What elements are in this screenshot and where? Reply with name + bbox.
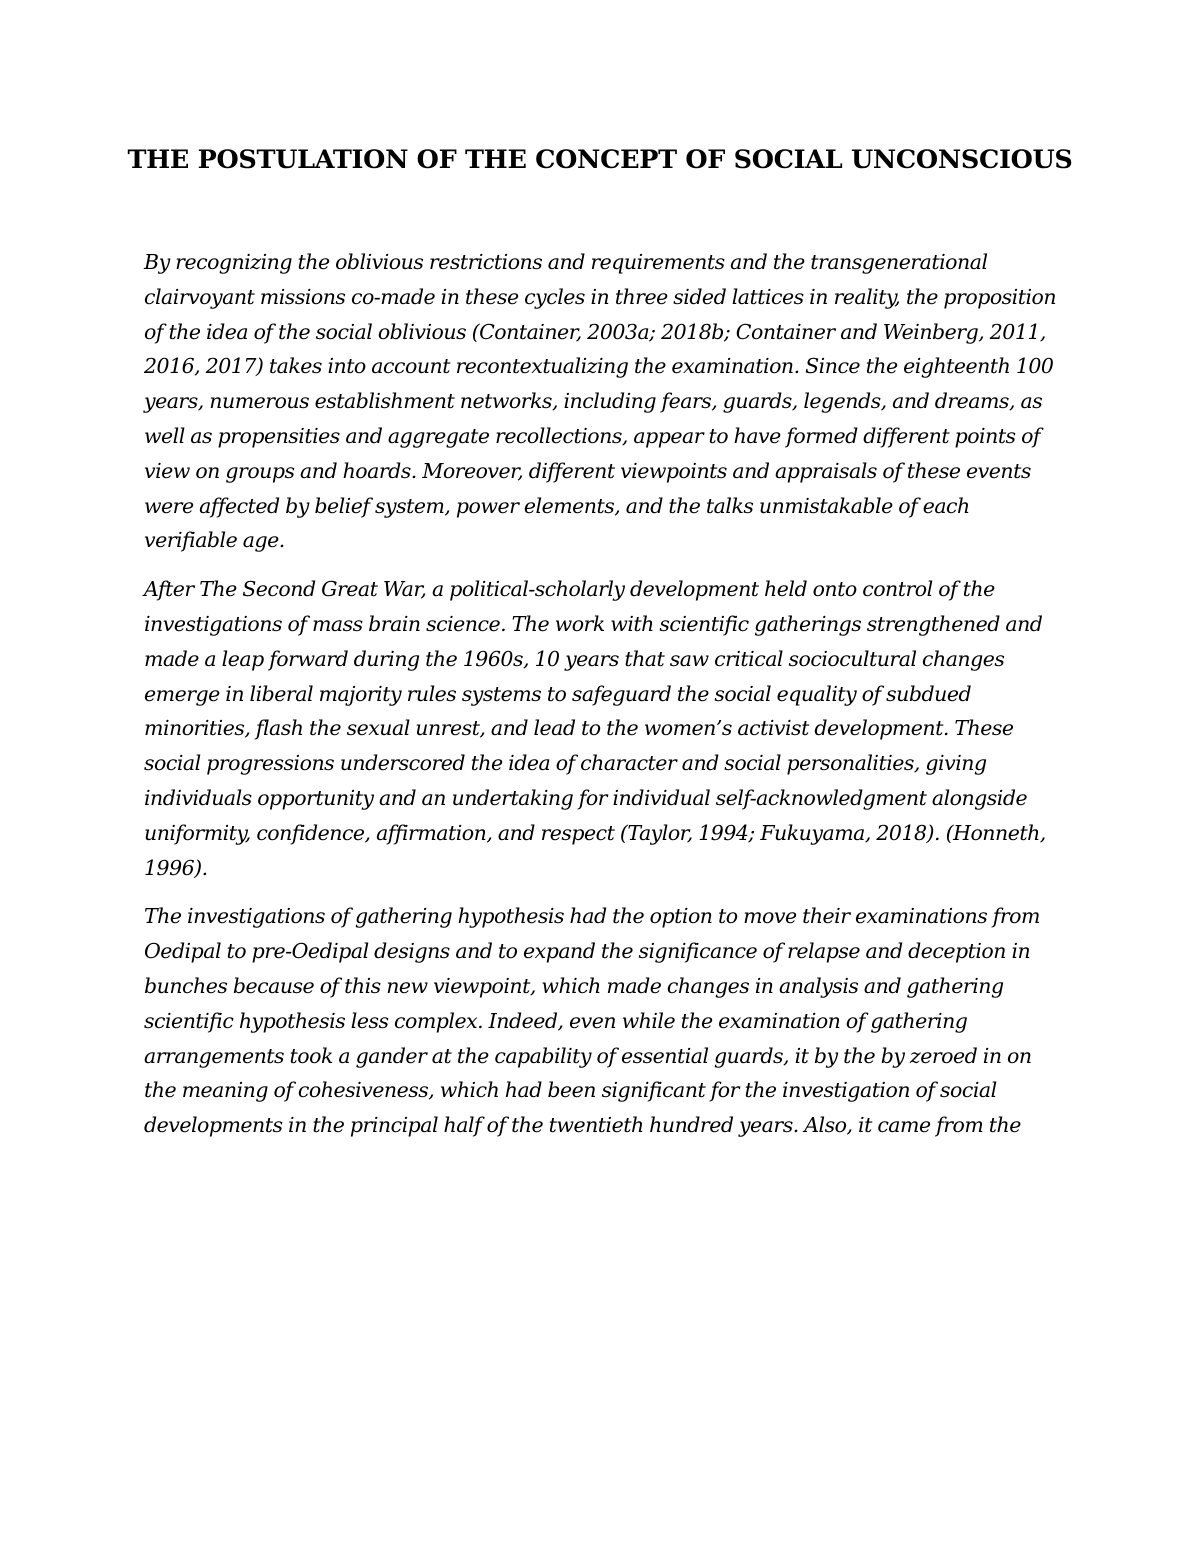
paragraph-1: By recognizing the oblivious restrictions and requirements and the transgenerational clairvoyant missions co-made in these cycles in three sided lattices in reality, the proposition of the idea of the social oblivious (Container, 2003a; 2018b; Container and Weinberg, 2011, 2016, 2017) takes into account recontextualizing the examination. Since the eighteenth 100 years, numerous establishment networks, including fears, guards, legends, and dreams, as well as propensities and aggregate recollections, appear to have formed different points of view on groups and hoards. Moreover, different viewpoints and appraisals of these events were affected by belief system, power elements, and the talks unmistakable of each verifiable age. [144,250,1057,553]
paragraph-3: The investigations of gathering hypothesis had the option to move their examinations from Oedipal to pre-Oedipal designs and to expand the significance of relapse and deception in bunches because of this new viewpoint, which made changes in analysis and gathering scientific hypothesis less complex. Indeed, even while the examination of gathering arrangements took a gander at the capability of essential guards, it by the by zeroed in on the meaning of cohesiveness, which had been significant for the investigation of social developments in the principal half of the twentieth hundred years. Also, it came from the [144,904,1040,1138]
document-body [144,245,1062,1157]
document-title: THE POSTULATION OF THE CONCEPT OF SOCIAL UNCONSCIOUS [127,145,1073,175]
paragraph-2: After The Second Great War, a political-scholarly development held onto control of the investigations of mass brain science. The work with scientific gatherings strengthened and made a leap forward during the 1960s, 10 years that saw critical sociocultural changes emerge in liberal majority rules systems to safeguard the social equality of subdued minorities, flash the sexual unrest, and lead to the women’s activist development. These social progressions underscored the idea of character and social personalities, giving individuals opportunity and an undertaking for individual self-acknowledgment alongside uniformity, confidence, affirmation, and respect (Taylor, 1994; Fukuyama, 2018). (Honneth, 1996). [144,577,1046,880]
